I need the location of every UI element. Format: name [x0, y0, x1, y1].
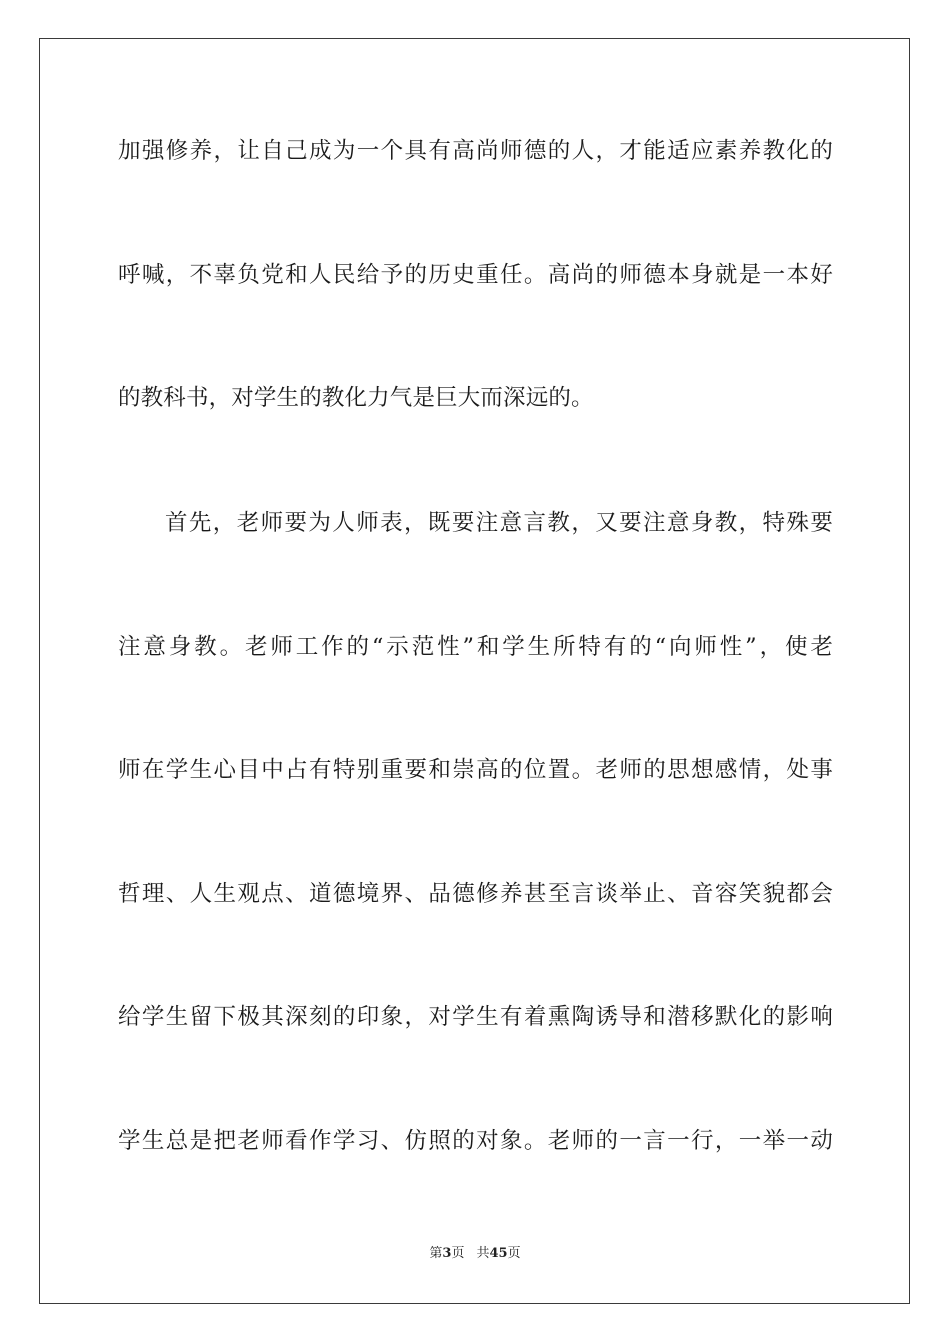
- total-prefix: 共: [476, 1246, 490, 1261]
- paragraph-line: 加强修养，让自己成为一个具有高尚师德的人，才能适应素养教化的: [118, 138, 833, 164]
- paragraph-line: 首先，老师要为人师表，既要注意言教，又要注意身教，特殊要: [165, 510, 833, 536]
- paragraph-line: 呼喊，不辜负党和人民给予的历史重任。高尚的师德本身就是一本好: [118, 262, 833, 288]
- paragraph-line: 给学生留下极其深刻的印象，对学生有着熏陶诱导和潜移默化的影响: [118, 1004, 833, 1030]
- total-pages: 45: [489, 1246, 508, 1261]
- page-suffix: 页: [451, 1246, 465, 1261]
- page-number: 3: [442, 1246, 452, 1261]
- page-prefix: 第: [429, 1246, 443, 1261]
- paragraph-line: 的教科书，对学生的教化力气是巨大而深远的。: [118, 385, 594, 411]
- page-frame: [39, 38, 910, 1304]
- paragraph-line: 哲理、人生观点、道德境界、品德修养甚至言谈举止、音容笑貌都会: [118, 881, 833, 907]
- paragraph-line: 注意身教。老师工作的“示范性”和学生所特有的“向师性”，使老: [118, 634, 833, 660]
- page-footer: [0, 1245, 950, 1263]
- paragraph-line: 师在学生心目中占有特别重要和崇高的位置。老师的思想感情，处事: [118, 757, 833, 783]
- total-suffix: 页: [507, 1246, 521, 1261]
- paragraph-line: 学生总是把老师看作学习、仿照的对象。老师的一言一行，一举一动: [118, 1128, 833, 1154]
